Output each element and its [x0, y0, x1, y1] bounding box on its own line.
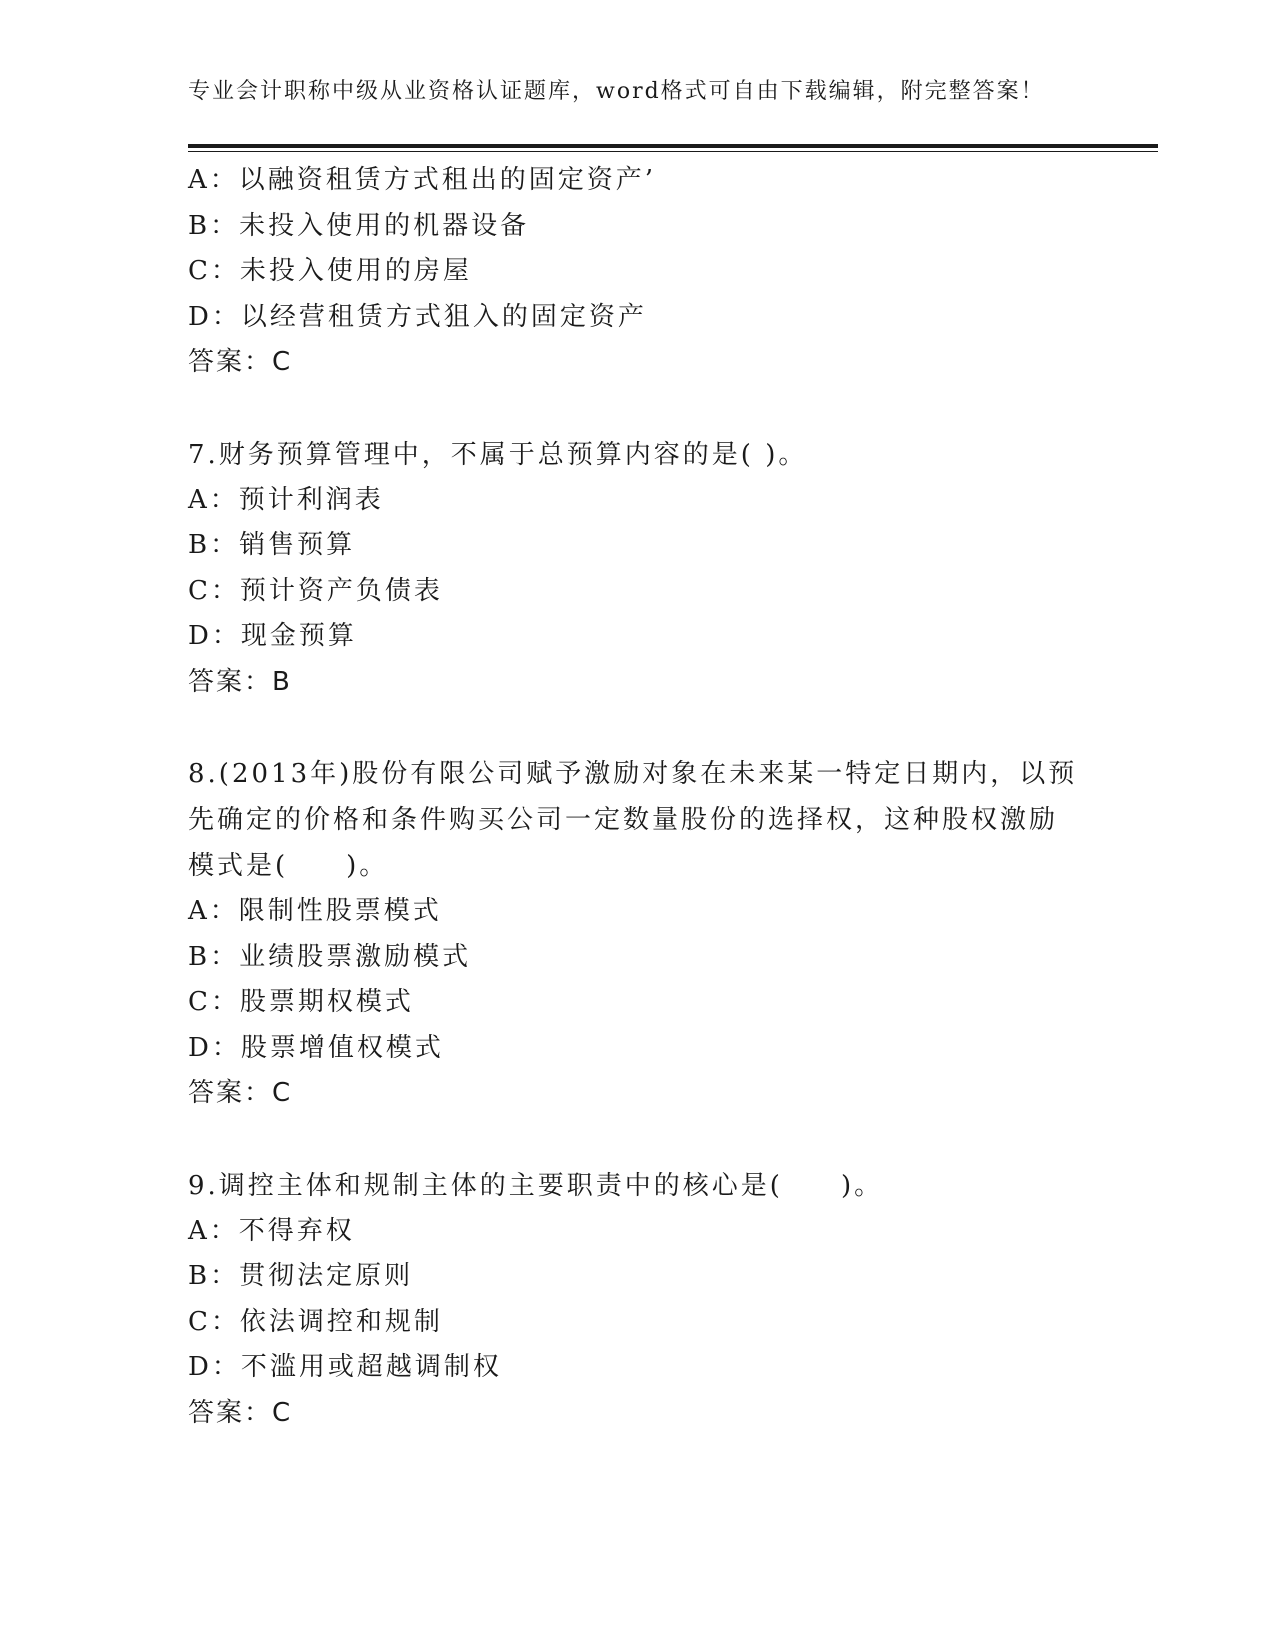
option-b: B：业绩股票激励模式	[188, 941, 472, 972]
answer: 答案：C	[188, 347, 293, 377]
page-header: 专业会计职称中级从业资格认证题库，word格式可自由下载编辑，附完整答案！	[188, 79, 1045, 104]
question-stem: 7.财务预算管理中，不属于总预算内容的是( )。	[188, 439, 808, 470]
option-b: B：销售预算	[188, 530, 356, 560]
question-stem: 8.(2013年)股份有限公司赋予激励对象在未来某一特定日期内，以预	[188, 759, 1078, 789]
option-a: A：以融资租赁方式租出的固定资产’	[188, 165, 657, 195]
question-list	[188, 158, 1088, 1436]
answer: 答案：C	[188, 1078, 293, 1108]
question-8	[188, 751, 1088, 1117]
option-c: C：未投入使用的房屋	[188, 256, 472, 286]
question-stem: 9.调控主体和规制主体的主要职责中的核心是( )。	[188, 1170, 884, 1201]
option-a: A：不得弃权	[188, 1215, 355, 1246]
question-stem: 先确定的价格和条件购买公司一定数量股份的选择权，这种股权激励	[188, 805, 1059, 835]
option-c: C：依法调控和规制	[188, 1306, 443, 1337]
option-c: C：股票期权模式	[188, 987, 414, 1017]
option-a: A：预计利润表	[188, 484, 384, 515]
option-d: D：以经营租赁方式狙入的固定资产	[188, 301, 647, 332]
option-a: A：限制性股票模式	[188, 896, 442, 926]
answer: 答案：C	[188, 1397, 293, 1428]
answer: 答案：B	[188, 666, 292, 697]
question-stem: 模式是( )。	[188, 851, 389, 881]
header-rule	[188, 144, 1158, 148]
option-c: C：预计资产负债表	[188, 575, 443, 606]
header-rule-thin	[188, 151, 1158, 152]
option-d: D：现金预算	[188, 621, 357, 651]
question-9	[188, 1163, 1088, 1437]
option-d: D：不滥用或超越调制权	[188, 1352, 502, 1382]
option-b: B：贯彻法定原则	[188, 1261, 414, 1291]
option-d: D：股票增值权模式	[188, 1032, 444, 1063]
option-b: B：未投入使用的机器设备	[188, 210, 530, 241]
question-6-continued	[188, 158, 1088, 386]
question-7	[188, 432, 1088, 706]
